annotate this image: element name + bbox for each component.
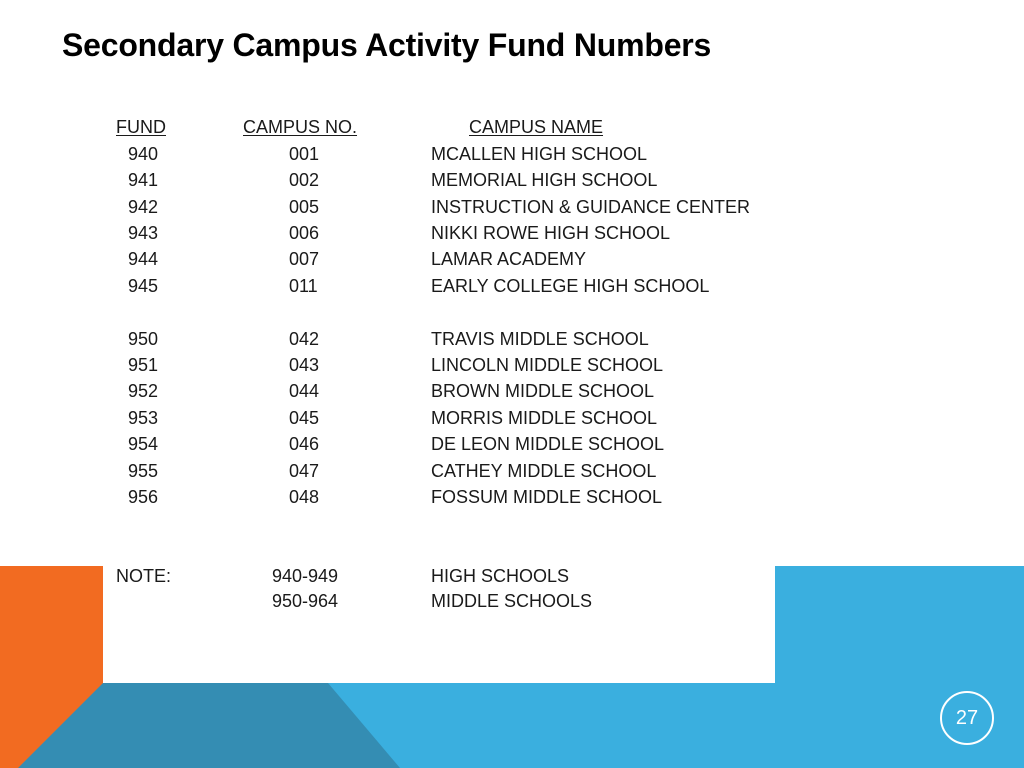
campus-name-cell: INSTRUCTION & GUIDANCE CENTER bbox=[431, 197, 751, 217]
campus-name-header: CAMPUS NAME bbox=[469, 117, 604, 137]
fund-cell: 950 bbox=[128, 329, 159, 349]
campus-name-cell: TRAVIS MIDDLE SCHOOL bbox=[431, 329, 649, 349]
campus-name-cell: DE LEON MIDDLE SCHOOL bbox=[431, 434, 665, 454]
campus-no-cell: 042 bbox=[289, 329, 320, 349]
fund-cell: 943 bbox=[128, 223, 159, 243]
note-description: MIDDLE SCHOOLS bbox=[431, 591, 593, 611]
fund-cell: 953 bbox=[128, 408, 159, 428]
campus-no-cell: 044 bbox=[289, 381, 320, 401]
slide-title: Secondary Campus Activity Fund Numbers bbox=[62, 27, 712, 63]
note-range: 950-964 bbox=[272, 591, 339, 611]
campus-no-cell: 047 bbox=[289, 461, 320, 481]
fund-cell: 951 bbox=[128, 355, 159, 375]
page-number-badge: 27 bbox=[940, 691, 994, 745]
campus-name-cell: LINCOLN MIDDLE SCHOOL bbox=[431, 355, 664, 375]
fund-cell: 945 bbox=[128, 276, 159, 296]
campus-name-cell: MEMORIAL HIGH SCHOOL bbox=[431, 170, 658, 190]
campus-no-cell: 002 bbox=[289, 170, 320, 190]
campus-no-cell: 043 bbox=[289, 355, 320, 375]
campus-no-cell: 048 bbox=[289, 487, 320, 507]
campus-no-cell: 046 bbox=[289, 434, 320, 454]
fund-cell: 955 bbox=[128, 461, 159, 481]
campus-no-cell: 045 bbox=[289, 408, 320, 428]
note-description: HIGH SCHOOLS bbox=[431, 566, 570, 586]
fund-header: FUND bbox=[116, 117, 166, 137]
campus-no-cell: 007 bbox=[289, 249, 320, 269]
campus-name-cell: MCALLEN HIGH SCHOOL bbox=[431, 144, 648, 164]
fund-cell: 941 bbox=[128, 170, 159, 190]
campus-name-cell: CATHEY MIDDLE SCHOOL bbox=[431, 461, 657, 481]
campus-name-cell: NIKKI ROWE HIGH SCHOOL bbox=[431, 223, 671, 243]
campus-name-cell: BROWN MIDDLE SCHOOL bbox=[431, 381, 655, 401]
campus-name-cell: EARLY COLLEGE HIGH SCHOOL bbox=[431, 276, 710, 296]
fund-cell: 944 bbox=[128, 249, 159, 269]
note-label: NOTE: bbox=[116, 566, 172, 586]
fund-cell: 942 bbox=[128, 197, 159, 217]
campus-no-cell: 001 bbox=[289, 144, 320, 164]
fund-cell: 956 bbox=[128, 487, 159, 507]
fund-cell: 940 bbox=[128, 144, 159, 164]
campus-no-cell: 006 bbox=[289, 223, 320, 243]
campus-no-cell: 011 bbox=[289, 276, 318, 296]
fund-cell: 954 bbox=[128, 434, 159, 454]
campus-name-cell: MORRIS MIDDLE SCHOOL bbox=[431, 408, 658, 428]
campus-no-header: CAMPUS NO. bbox=[243, 117, 358, 137]
campus-no-cell: 005 bbox=[289, 197, 320, 217]
fund-table-panel bbox=[103, 100, 775, 683]
campus-name-cell: LAMAR ACADEMY bbox=[431, 249, 587, 269]
fund-cell: 952 bbox=[128, 381, 159, 401]
note-range: 940-949 bbox=[272, 566, 339, 586]
campus-name-cell: FOSSUM MIDDLE SCHOOL bbox=[431, 487, 663, 507]
